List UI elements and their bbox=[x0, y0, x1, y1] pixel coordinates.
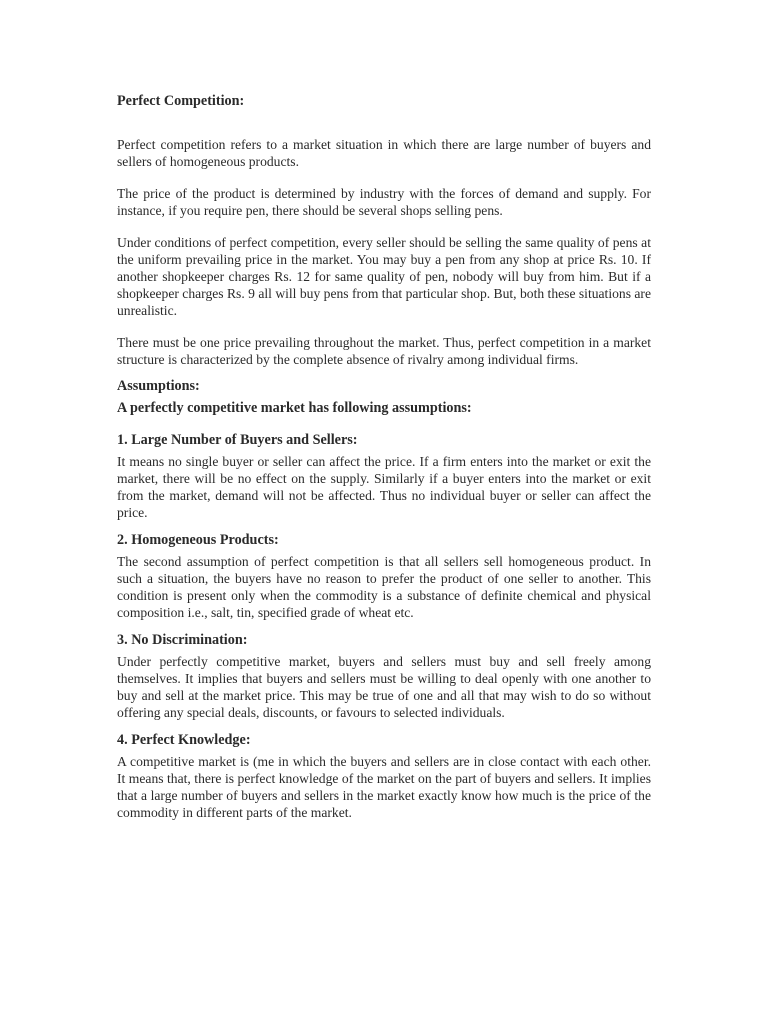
section-body: A competitive market is (me in which the buyers and sellers are in close contact with each other. It means that, there is perfect knowledge of the market on the part of buyers and sellers. It implies that a large number of buyers and sellers in the market exactly know how much is the price of the commodity in different parts of the market. bbox=[117, 754, 651, 820]
assumption-section-3 bbox=[117, 632, 651, 721]
section-body: It means no single buyer or seller can affect the price. If a firm enters into the market or exit the market, there will be no effect on the supply. Similarly if a buyer enters into the market or exit from the market, demand will not be affected. Thus no individual buyer or seller can affect the price. bbox=[117, 454, 651, 520]
intro-paragraph-3: Under conditions of perfect competition, every seller should be selling the same quality of pens at the uniform prevailing price in the market. You may buy a pen from any shop at price Rs. 10. If another shopkeeper charges Rs. 12 for same quality of pen, nobody will buy from him. But if a shopkeeper charges Rs. 9 all will buy pens from that particular shop. But, both these situations are unrealistic. bbox=[117, 235, 651, 318]
document-page bbox=[117, 93, 651, 832]
section-title: 1. Large Number of Buyers and Sellers: bbox=[117, 432, 358, 448]
section-body: The second assumption of perfect competition is that all sellers sell homogeneous product. In such a situation, the buyers have no reason to prefer the product of one seller to another. This condition is present only when the commodity is a substance of definite chemical and physical composition i.e., salt, tin, specified grade of wheat etc. bbox=[117, 554, 651, 620]
section-title: 4. Perfect Knowledge: bbox=[117, 732, 251, 748]
intro-paragraph-2: The price of the product is determined by industry with the forces of demand and supply. For instance, if you require pen, there should be several shops selling pens. bbox=[117, 186, 651, 218]
assumption-section-1 bbox=[117, 432, 651, 521]
section-title: 2. Homogeneous Products: bbox=[117, 532, 279, 548]
assumption-section-4 bbox=[117, 732, 651, 821]
intro-paragraph-4: There must be one price prevailing throughout the market. Thus, perfect competition in a market structure is characterized by the complete absence of rivalry among individual firms. bbox=[117, 335, 651, 367]
assumptions-subheading: A perfectly competitive market has following assumptions: bbox=[117, 400, 472, 416]
assumption-section-2 bbox=[117, 532, 651, 621]
section-title: 3. No Discrimination: bbox=[117, 632, 248, 648]
document-title: Perfect Competition: bbox=[117, 93, 245, 109]
intro-paragraph-1: Perfect competition refers to a market situation in which there are large number of buyers and sellers of homogeneous products. bbox=[117, 137, 651, 169]
section-body: Under perfectly competitive market, buyers and sellers must buy and sell freely among themselves. It implies that buyers and sellers must be willing to deal openly with one another to buy and sell at the market price. This may be true of one and all that may wish to do so without offering any special deals, discounts, or favours to selected individuals. bbox=[117, 654, 651, 720]
assumptions-heading: Assumptions: bbox=[117, 378, 200, 394]
